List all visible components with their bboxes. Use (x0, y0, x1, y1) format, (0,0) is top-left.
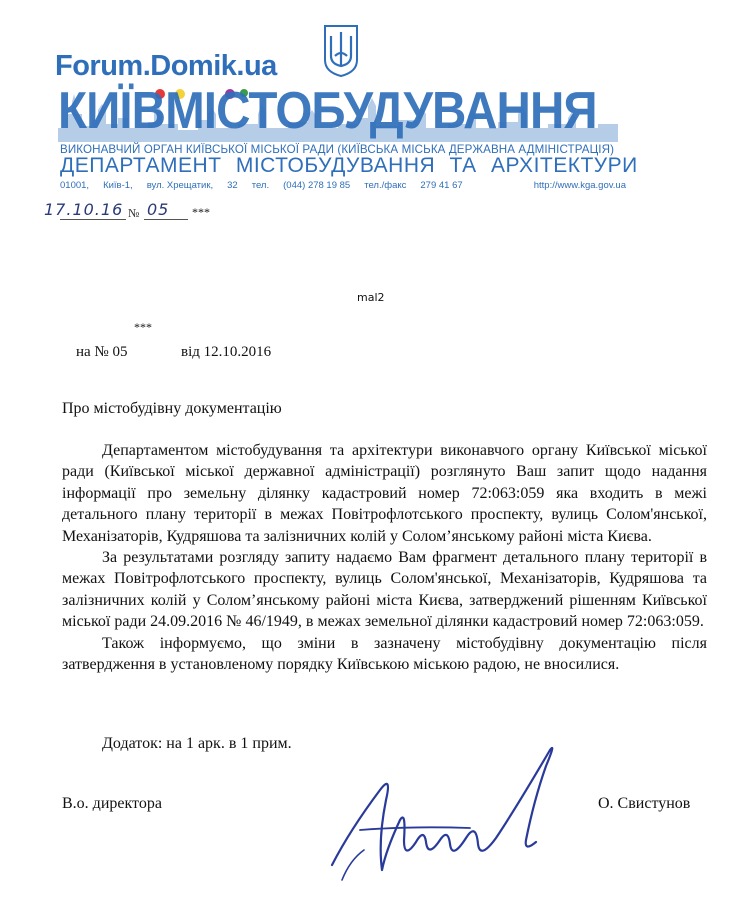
signatory-position: В.о. директора (62, 795, 162, 812)
address-postcode: 01001, (60, 180, 90, 191)
organization-logo-title: КИЇВМІСТОБУДУВАННЯ (58, 82, 597, 140)
body-paragraph: За результатами розгляду запиту надаємо Вам фрагмент детального плану території в межах Повітрофлотського проспекту, вулиць Солом'янської, Механізаторів, Кудряшова та залізничних колій у Солом’янському районі міста Києва, затверджений рішенням Київської міської ради 24.09.2016 № 46/1949, в межах земельної ділянки кадастровий номер 72:063:059. (62, 549, 707, 631)
attachment-note: Додаток: на 1 арк. в 1 прим. (102, 735, 292, 752)
forum-watermark: Forum.Domik.ua (55, 50, 277, 82)
signatory-name: О. Свистунов (598, 795, 691, 812)
registration-date: 17.10.16 (44, 200, 124, 219)
address-fax: 279 41 67 (420, 180, 463, 191)
reference-number: на № 05 (76, 344, 128, 360)
registration-date-underline (60, 219, 126, 220)
address-tel: (044) 278 19 85 (283, 180, 351, 191)
trident-emblem-icon (321, 22, 361, 78)
registration-redaction-stars: *** (192, 205, 210, 219)
letter-body (62, 440, 707, 675)
registration-number-label: № (128, 206, 140, 220)
organization-subtitle: ВИКОНАВЧИЙ ОРГАН КИЇВСЬКОЇ МІСЬКОЇ РАДИ (КИЇВСЬКА МІСЬКА ДЕРЖАВНА АДМІНІСТРАЦІЯ) (60, 143, 615, 156)
letterhead-address (60, 180, 626, 191)
address-website: http://www.kga.gov.ua (533, 180, 626, 191)
recipient-redaction-stars: *** (134, 320, 152, 334)
reference-date: від 12.10.2016 (181, 344, 272, 360)
header-note: mal2 (357, 291, 385, 304)
letter-subject: Про містобудівну документацію (62, 400, 282, 417)
address-tel-label: тел. (251, 180, 270, 191)
body-paragraph: Департаментом містобудування та архітектури виконавчого органу Київської міської ради (Київської міської державної адміністрації) розглянуто Ваш запит щодо надання інформації про земельну ділянку кадастровий номер 72:063:059 яка входить в межі детального плану території в межах Повітрофлотського проспекту, вулиць Солом'янської, Механізаторів, Кудряшова та залізничних колій у Солом’янському районі міста Києва. (62, 442, 707, 545)
body-paragraph: Також інформуємо, що зміни в зазначену містобудівну документацію після затвердження в установленому порядку Київською мiською радою, не вносилися. (62, 634, 707, 674)
handwritten-signature (320, 730, 580, 900)
department-name: ДЕПАРТАМЕНТ МІСТОБУДУВАННЯ ТА АРХІТЕКТУРИ (60, 154, 638, 177)
registration-number: 05 (147, 200, 170, 219)
registration-number-underline (144, 219, 188, 220)
address-street: вул. Хрещатик, (146, 180, 214, 191)
kyiv-skyline-icon (58, 84, 618, 142)
address-fax-label: тел./факс (364, 180, 407, 191)
address-city: Київ-1, (103, 180, 133, 191)
address-house: 32 (227, 180, 238, 191)
